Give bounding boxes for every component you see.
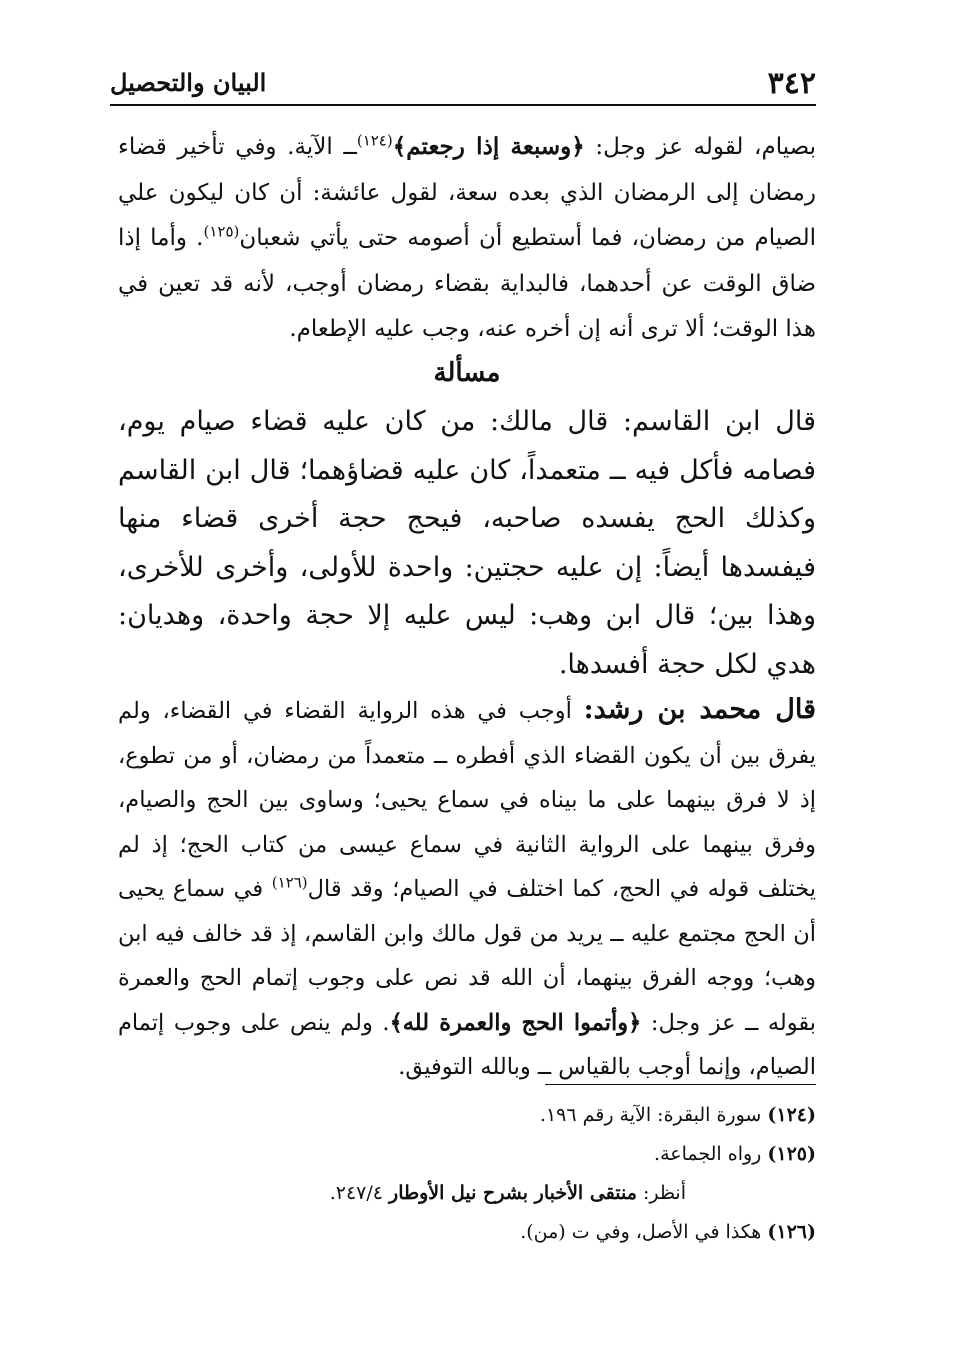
footnote-number: (١٢٦)	[767, 1221, 816, 1243]
p3-text-b: في سماع يحيى أن الحج مجتمع عليه ــ يريد من قول مالك وابن القاسم، إذ قد خالف فيه ابن وهب؛ ووجه الفرق بينهما، أن الله قد نص على وجوب إتمام الحج والعمرة بقوله ــ عز وجل:	[118, 876, 817, 1036]
paragraph-1	[118, 124, 816, 353]
quran-quote-1: ﴿وسبعة إذا رجعتم﴾	[392, 133, 585, 160]
footnote-text: سورة البقرة: الآية رقم ١٩٦.	[539, 1104, 768, 1126]
p3-text-a: أوجب في هذه الرواية القضاء في القضاء، ولم يفرق بين أن يكون القضاء الذي أفطره ــ متعمداً من رمضان، أو من تطوع، إذ لا فرق بينهما على ما بيناه في سماع يحيى؛ وساوى بين الحج والصيام، وفرق بينهما على الرواية الثانية في سماع عيسى من كتاب الحج؛ إذ لم يختلف قوله في الحج، كما اختلف في الصيام؛ وقد قال	[118, 698, 816, 902]
footnote-text: ٢٤٧/٤.	[329, 1182, 390, 1204]
p1-text-b: ــ الآية. وفي تأخير قضاء رمضان إلى الرمضان الذي بعده سعة، لقول عائشة: أن كان ليكون علي الصيام من رمضان، فما أستطيع أن أصومه حتى يأتي شعبان	[118, 134, 816, 251]
commentary-lead: قال محمد بن رشد:	[583, 694, 816, 725]
footnote-ref-125: (١٢٥)	[203, 222, 240, 241]
footnote-124	[200, 1096, 816, 1135]
paragraph-3	[118, 688, 816, 1090]
paragraph-1-text	[118, 124, 816, 353]
page-header	[110, 58, 816, 106]
p1-text-c: . وأما إذا ضاق الوقت عن أحدهما، فالبداية بقضاء رمضان أوجب، لأنه قد تعين في هذا الوقت؛ ألا ترى أنه إن أخره عنه، وجب عليه الإطعام.	[118, 225, 816, 342]
quran-quote-2: ﴿وأتموا الحج والعمرة لله﴾	[389, 1009, 642, 1036]
footnote-126	[200, 1213, 816, 1252]
footnote-ref-126: (١٢٦)	[271, 873, 308, 892]
footnote-number: (١٢٥)	[767, 1143, 816, 1165]
paragraph-3-text	[118, 688, 816, 1090]
footnote-text: أنظر:	[636, 1182, 686, 1204]
p1-text-a: بصيام، لقوله عز وجل:	[584, 134, 816, 160]
footnote-ref-124: (١٢٤)	[356, 131, 393, 150]
footnote-book-title: منتقى الأخبار بشرح نيل الأوطار	[389, 1182, 637, 1204]
running-title: البيان والتحصيل	[110, 68, 267, 97]
section-heading: مسألة	[433, 358, 501, 388]
p3-text-c: . ولم ينص على وجوب إتمام الصيام، وإنما أوجب بالقياس ــ وبالله التوفيق.	[118, 1009, 816, 1080]
footnote-125-reference	[200, 1174, 816, 1213]
paragraph-2-text: قال ابن القاسم: قال مالك: من كان عليه قضاء صيام يوم، فصامه فأكل فيه ــ متعمداً، كان عليه قضاؤهما؛ قال ابن القاسم وكذلك الحج يفسده صاحبه، فيحج حجة أخرى قضاء منها فيفسدها أيضاً: إن عليه حجتين: واحدة للأولى، وأخرى للأخرى، وهذا بين؛ قال ابن وهب: ليس عليه إلا حجة واحدة، وهديان: هدي لكل حجة أفسدها.	[118, 406, 816, 680]
footnote-text: رواه الجماعة.	[654, 1143, 768, 1165]
footnote-divider	[545, 1084, 816, 1085]
footnote-125	[200, 1135, 816, 1174]
footnote-text: هكذا في الأصل، وفي ت (من).	[520, 1221, 768, 1243]
page-number: ٣٤٢	[767, 66, 816, 101]
footnote-number: (١٢٤)	[767, 1104, 816, 1126]
paragraph-2	[118, 398, 816, 689]
footnotes	[200, 1096, 816, 1252]
